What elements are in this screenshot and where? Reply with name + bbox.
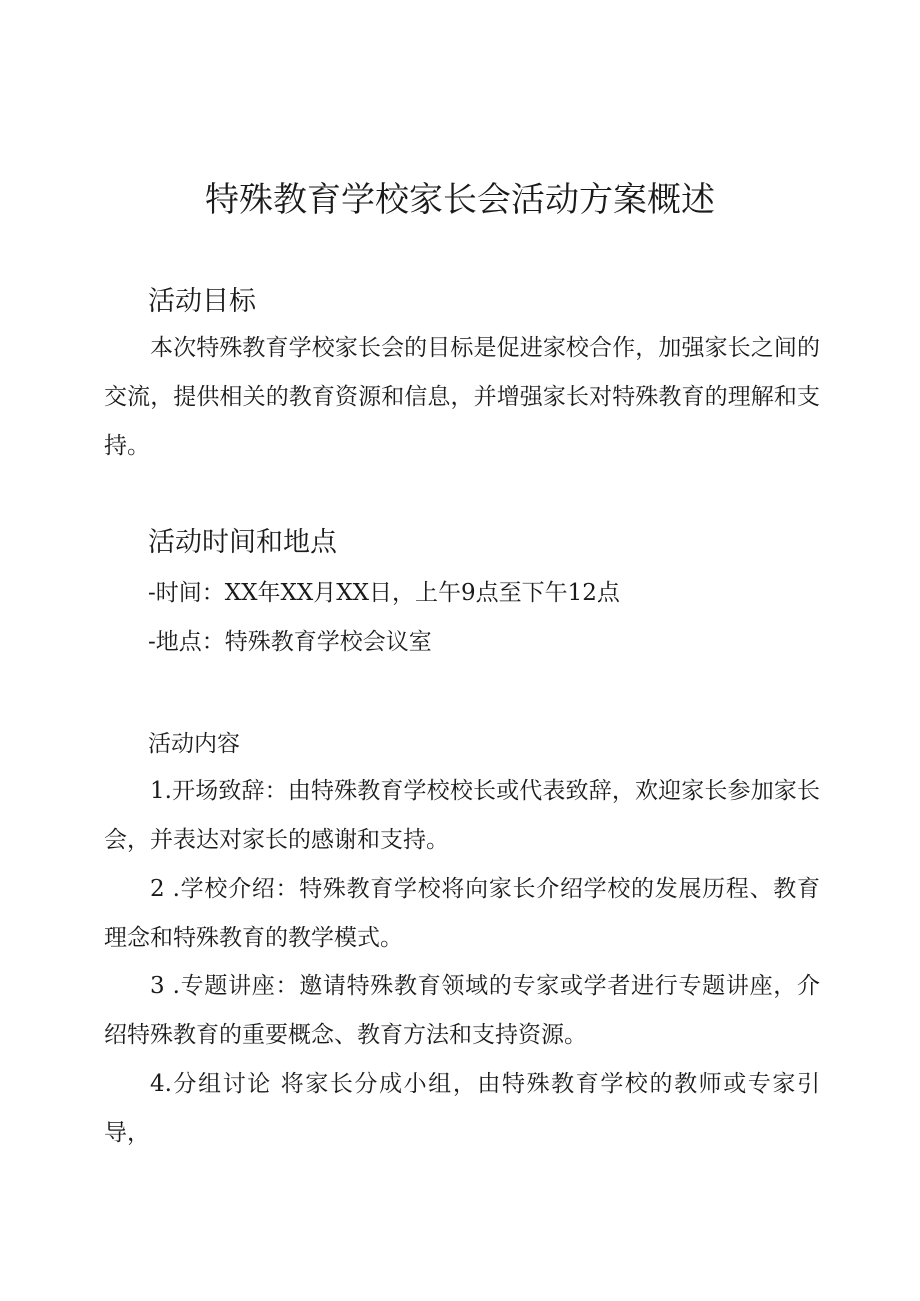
content-item-3: 3 .专题讲座：邀请特殊教育领域的专家或学者进行专题讲座，介绍特殊教育的重要概念、教育方法和支持资源。 <box>104 973 820 1048</box>
section-heading-goal: 活动目标 <box>148 286 256 317</box>
content-item-2: 2 .学校介绍：特殊教育学校将向家长介绍学校的发展历程、教育理念和特殊教育的教学模式。 <box>104 876 820 951</box>
goal-paragraph: 本次特殊教育学校家长会的目标是促进家校合作，加强家长之间的交流，提供相关的教育资源和信息，并增强家长对特殊教育的理解和支持。 <box>104 335 820 459</box>
section-heading-content: 活动内容 <box>148 731 240 757</box>
content-item-4: 4.分组讨论 将家长分成小组，由特殊教育学校的教师或专家引导， <box>104 1071 820 1146</box>
place-line: -地点：特殊教育学校会议室 <box>148 629 432 655</box>
content-item-1: 1.开场致辞：由特殊教育学校校长或代表致辞，欢迎家长参加家长会，并表达对家长的感谢和支持。 <box>104 778 820 853</box>
document-title: 特殊教育学校家长会活动方案概述 <box>205 180 715 220</box>
time-line: -时间：XX年XX月XX日，上午9点至下午12点 <box>148 580 620 606</box>
section-heading-time-place: 活动时间和地点 <box>148 527 337 558</box>
